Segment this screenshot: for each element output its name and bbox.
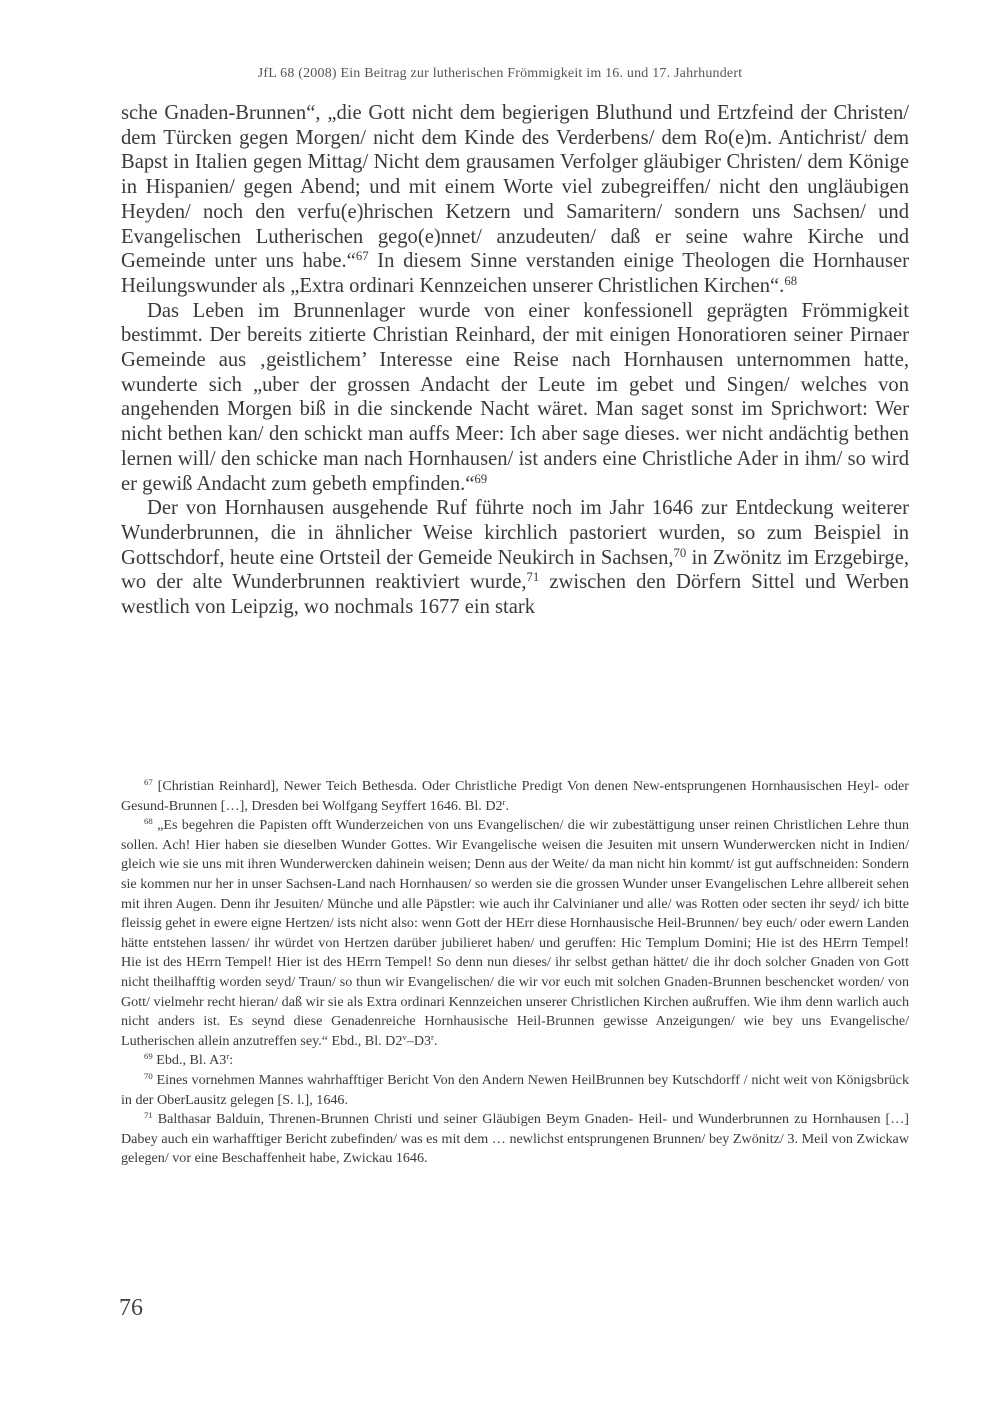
- footnote-text: –D3: [406, 1032, 432, 1049]
- footnote-number: 67: [144, 777, 153, 788]
- footnote-number: 68: [144, 816, 153, 827]
- paragraph-text: In diesem Sinne verstanden einige Theologen die Hornhauser Heilungswunder als „Extra ordinari Kennzeichen unserer Christlichen Kirchen“.: [121, 250, 909, 297]
- footnote-number: 70: [144, 1071, 153, 1082]
- body-text: [121, 101, 909, 620]
- footnote-number: 69: [144, 1051, 153, 1062]
- folio-mark: r: [502, 796, 506, 807]
- footnote-ref-71[interactable]: 71: [526, 570, 540, 585]
- folio-mark: v: [402, 1031, 407, 1042]
- footnote-67: [121, 777, 909, 816]
- footnote-number: 71: [144, 1110, 153, 1121]
- paragraph-2: [121, 299, 909, 497]
- footnote-ref-68[interactable]: 68: [784, 273, 798, 288]
- footnote-text: .: [505, 797, 509, 814]
- paragraph-text: sche Gnaden-Brunnen“, „die Gott nicht dem begierigen Bluthund und Ertzfeind der Christen/ dem Türcken gegen Morgen/ nicht dem Kinde des Verderbens/ dem Ro(e)m. Antichrist/ dem Bapst in Italien gegen Mittag/ Nicht dem grausamen Verfolger gläubiger Christen/ dem Könige in Hispanien/ gegen Abend; und mit einem Worte viel zubegreiffen/ nicht den ungläubigen Heyden/ noch den verfu(e)hrischen Ketzern und Samaritern/ sondern uns Sachsen/ und Evangelischen Lutherischen gego(e)nnet/ anzudeuten/ daß er seine wahre Kirche und Gemeinde unter uns habe.“: [121, 102, 909, 273]
- footnote-71: [121, 1110, 909, 1169]
- paragraph-1: [121, 101, 909, 299]
- footnote-68: [121, 816, 909, 1051]
- folio-mark: r: [226, 1051, 230, 1062]
- footnote-text: Eines vornehmen Mannes wahrhafftiger Bericht Von den Andern Newen HeilBrunnen bey Kutschdorff / nicht weit von Königsbrück in der OberLausitz gelegen [S. l.], 1646.: [121, 1071, 909, 1108]
- footnote-text: [Christian Reinhard], Newer Teich Bethesda. Oder Christliche Predigt Von denen New-entsprungenen Hornhausischen Heyl- oder Gesund-Brunnen […], Dresden bei Wolfgang Seyffert 1646. Bl. D2: [121, 778, 909, 814]
- footnote-text: „Es begehren die Papisten offt Wunderzeichen von uns Evangelischen/ die wir zubestättigung unser reinen Christlichen Lehre thun sollen. Ach! Hier haben sie dieselben Wunder Gottes. Wir Evangelische weisen die Jesuiten mit unsern Wunderwercken nicht in Indien/ gleich wie sie uns mit ihren Wunderwercken dahinein weisen; Denn aus der Weite/ da man nicht hin kommt/ ist gut auffschneiden: Sondern sie kommen nur her in unser Sachsen-Land nach Hornhausen/ so werden sie die grossen Wunder unser Evangelischen Lehre allbereit sehen mit ihren Augen. Denn ihr Jesuiten/ Münche und alle Päpstler: wie auch ihr Calvinianer und alle/ was Rotten oder secten ihr seyd/ ich bitte fleissig gehet in ewere eigne Hertzen/ ists nicht also: wenn Gott der HErr diese Hornhausische Heil-Brunnen/ bey euch/ oder ewern Landen hätte entstehen lassen/ ihr würdet von Hertzen darüber jubilieret haben/ und geruffen: Hic Templum Domini; Hie ist des HErrn Tempel! Hie ist des HErrn Tempel! Hier ist des HErrn Tempel! So denn nun dieses/ ihr selbst gethan hättet/ die ihr doch solcher Gnaden von Gott nicht theilhafftig worden seyd/ Traun/ so thun wir Evangelischen/ die wir vor euch mit solchen Gnaden-Brunnen beschencket worden/ von Gott/ vielmehr recht hieran/ daß wir sie als Extra ordinari Kennzeichen unserer Christlichen Kirchen außruffen. Wie ihm denn warlich auch nicht anders ist. Es seynd diese Genadenreiche Hornhausische Heil-Brunnen gewisse Anzeigungen/ wie bey uns Evangelische/ Lutherischen allein anzutreffen sey.“ Ebd., Bl. D2: [121, 817, 909, 1049]
- footnote-ref-70[interactable]: 70: [673, 545, 687, 560]
- paragraph-text: in Zwönitz im Erzgebirge, wo der alte Wunderbrunnen reaktiviert wurde,: [121, 546, 909, 594]
- footnotes: [121, 777, 909, 1169]
- footnote-text: Ebd., Bl. A3: [152, 1052, 227, 1069]
- footnote-ref-67[interactable]: 67: [355, 249, 369, 264]
- footnote-69: [121, 1051, 909, 1071]
- running-head: JfL 68 (2008) Ein Beitrag zur lutherischen Frömmigkeit im 16. und 17. Jahrhundert: [257, 66, 743, 81]
- paragraph-text: zwischen den Dörfern Sittel und Werben westlich von Leipzig, wo nochmals 1677 ein stark: [121, 571, 909, 619]
- folio-mark: r: [431, 1031, 434, 1042]
- page-number: 76: [119, 1295, 143, 1321]
- paragraph-3: [121, 496, 909, 620]
- paragraph-text: Das Leben im Brunnenlager wurde von einer konfessionell geprägten Frömmigkeit bestimmt. Der bereits zitierte Christian Reinhard, der mit einigen Honoratioren seiner Pirnaer Gemeinde aus ‚geistlichem’ Interesse eine Reise nach Hornhausen unternommen hatte, wunderte sich „uber der grossen Andacht der Leute im gebet und Singen/ welches von angehenden Morgen biß in die sinckende Nacht wäret. Man saget sonst im Sprichwort: Wer nicht bethen kan/ den schickt man auffs Meer: Ich aber sage dieses. wer nicht andächtig bethen lernen will/ den schicke man nach Hornhausen/ ist anders eine Christliche Ader in ihm/ so wird er gewiß Andacht zum gebeth empfinden.“: [121, 299, 909, 495]
- footnote-70: [121, 1071, 909, 1110]
- footnote-ref-69[interactable]: 69: [474, 471, 488, 486]
- footnote-text: Balthasar Balduin, Threnen-Brunnen Christi und seiner Gläubigen Beym Gnaden- Heil- und Wunderbrunnen zu Hornhausen […] Dabey auch ein warhafftiger Bericht zubefinden/ was es mit dem … newlichst entsprungenen Brunnen/ bey Zwönitz/ 3. Meil von Zwickaw gelegen/ vor eine Beschaffenheit habe, Zwickau 1646.: [121, 1111, 909, 1167]
- paragraph-text: Der von Hornhausen ausgehende Ruf führte noch im Jahr 1646 zur Entdeckung weiterer Wunderbrunnen, die in ähnlicher Weise kirchlich pastoriert wurden, so zum Beispiel in Gottschdorf, heute eine Ortsteil der Gemeide Neukirch in Sachsen,: [121, 497, 909, 569]
- footnote-text: :: [229, 1052, 234, 1069]
- footnote-text: .: [433, 1032, 438, 1049]
